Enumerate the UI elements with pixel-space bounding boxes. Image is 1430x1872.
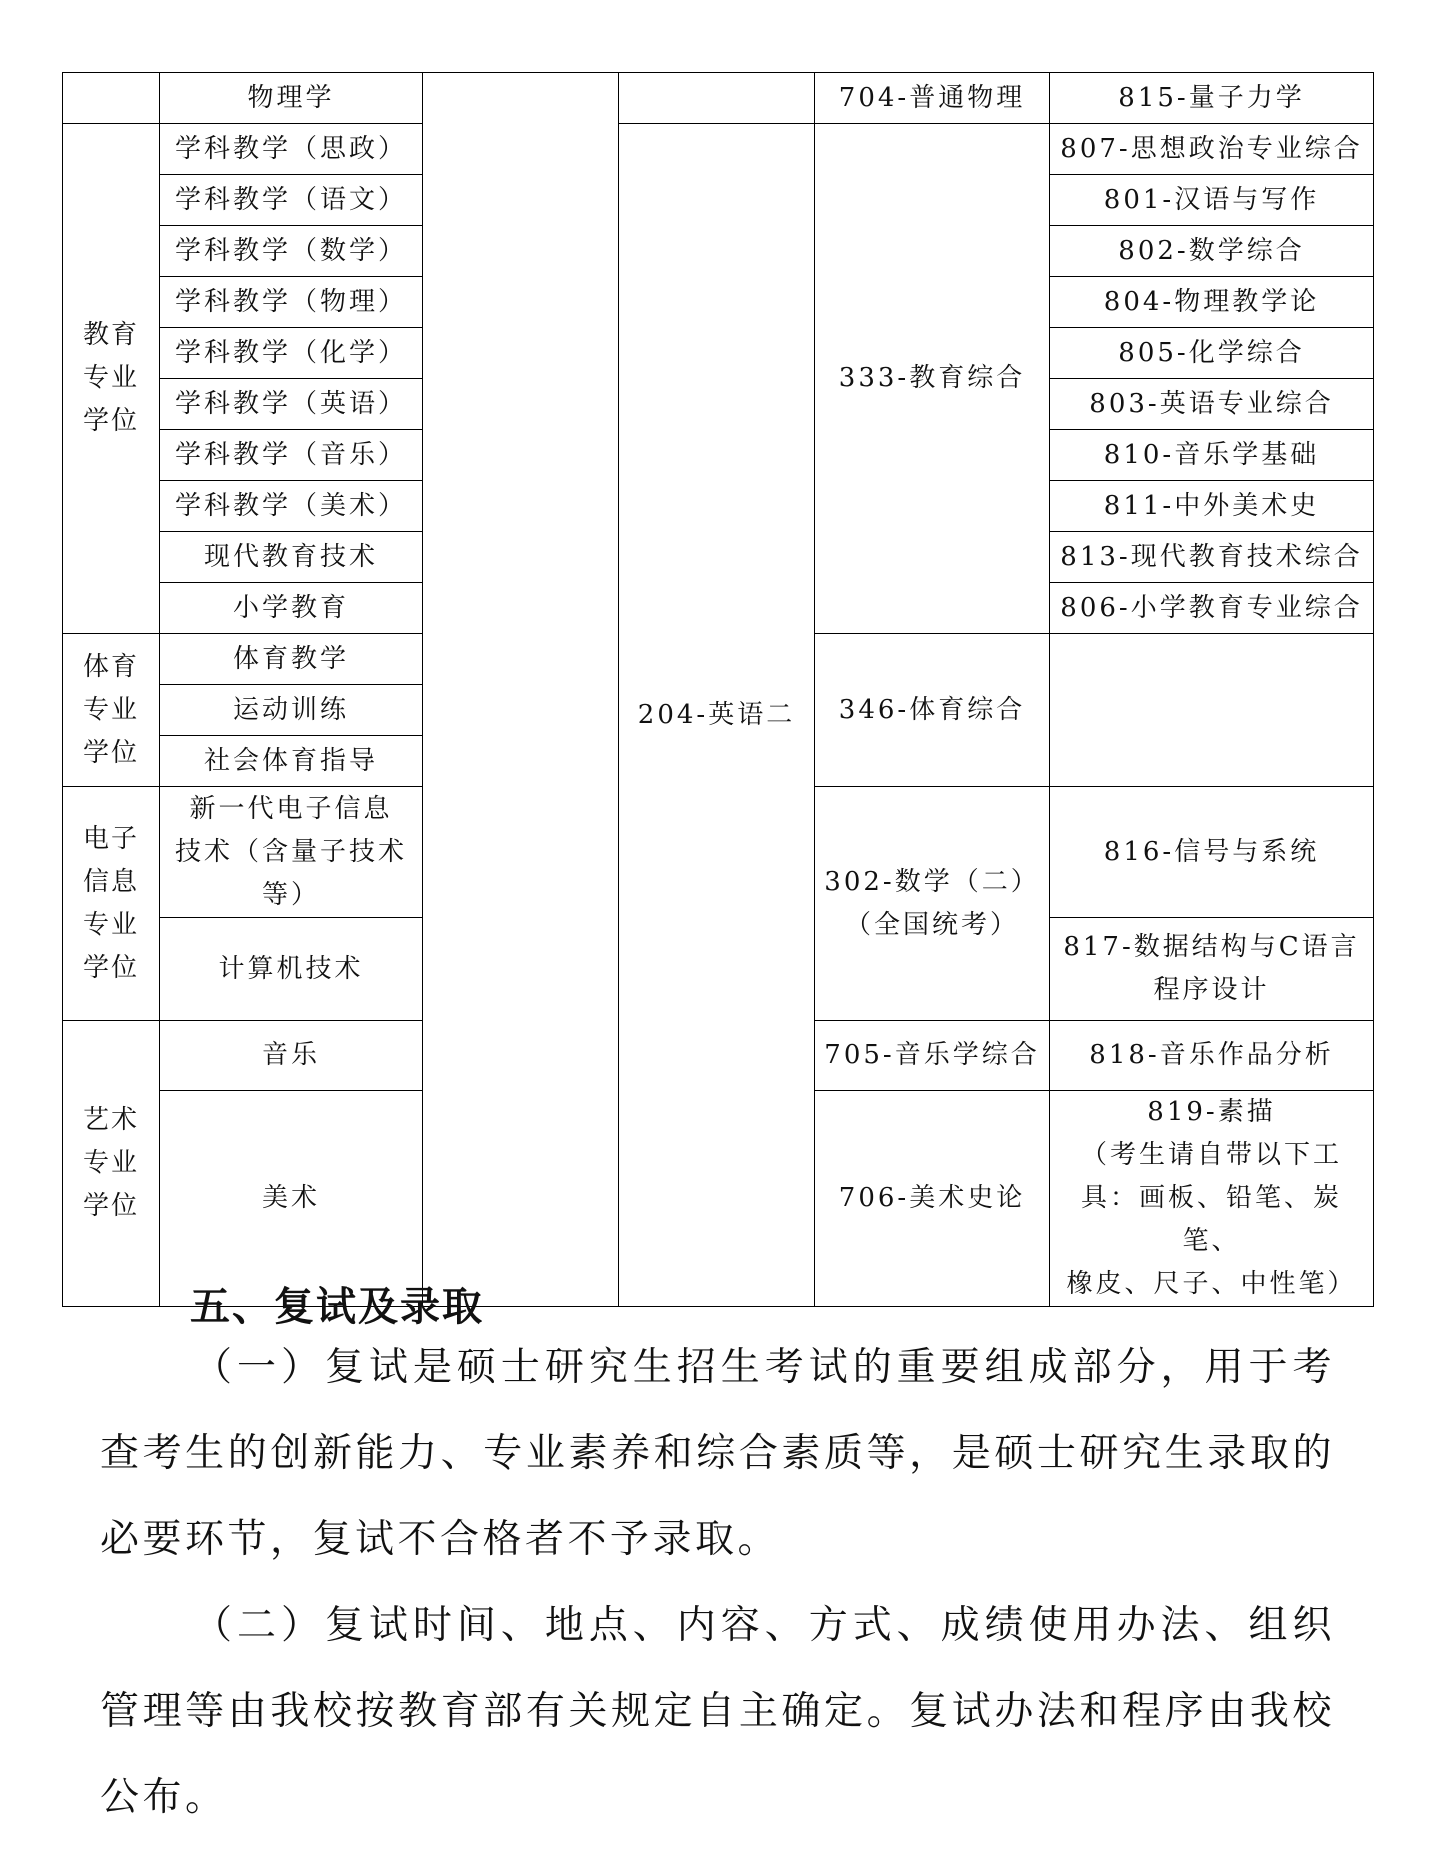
subject-one-cell: 333-教育综合 (815, 124, 1050, 634)
major-cell: 计算机技术 (160, 918, 423, 1021)
subject-two-cell: 807-思想政治专业综合 (1050, 124, 1374, 175)
paragraph: （二）复试时间、地点、内容、方式、成绩使用办法、组织管理等由我校按教育部有关规定自主确定。复试办法和程序由我校公布。 (100, 1603, 1335, 1820)
subject-two-cell: 810-音乐学基础 (1050, 430, 1374, 481)
category-cell: 艺术 专业 学位 (63, 1021, 160, 1307)
subject-two-cell: 802-数学综合 (1050, 226, 1374, 277)
subject-two-cell: 806-小学教育专业综合 (1050, 583, 1374, 634)
major-cell: 社会体育指导 (160, 736, 423, 787)
major-cell: 小学教育 (160, 583, 423, 634)
paragraph: （一）复试是硕士研究生招生考试的重要组成部分，用于考查考生的创新能力、专业素养和综合素质等，是硕士研究生录取的必要环节，复试不合格者不予录取。 (100, 1345, 1335, 1562)
major-cell: 学科教学（思政） (160, 124, 423, 175)
major-cell: 学科教学（语文） (160, 175, 423, 226)
table-row (63, 124, 1374, 175)
major-cell: 学科教学（物理） (160, 277, 423, 328)
section-heading: 五、复试及录取 (190, 1284, 484, 1330)
category-cell: 电子 信息 专业 学位 (63, 787, 160, 1021)
category-cell: 教育 专业 学位 (63, 124, 160, 634)
major-cell: 美术 (160, 1091, 423, 1307)
subject-two-cell: 811-中外美术史 (1050, 481, 1374, 532)
foreign-language-cell: 204-英语二 (619, 124, 815, 1307)
major-cell: 体育教学 (160, 634, 423, 685)
subject-two-cell (1050, 634, 1374, 787)
major-cell: 学科教学（数学） (160, 226, 423, 277)
major-cell: 现代教育技术 (160, 532, 423, 583)
subject-two-cell: 819-素描 （考生请自带以下工 具：画板、铅笔、炭笔、 橡皮、尺子、中性笔） (1050, 1091, 1374, 1307)
table-row (63, 73, 1374, 124)
major-cell: 学科教学（化学） (160, 328, 423, 379)
subject-one-cell: 346-体育综合 (815, 634, 1050, 787)
subject-two-cell: 816-信号与系统 (1050, 787, 1374, 918)
major-cell: 学科教学（英语） (160, 379, 423, 430)
subject-two-cell: 803-英语专业综合 (1050, 379, 1374, 430)
subject-one-cell: 704-普通物理 (815, 73, 1050, 124)
exam-subjects-table (62, 72, 1374, 1307)
subject-two-cell: 805-化学综合 (1050, 328, 1374, 379)
subject-one-cell: 705-音乐学综合 (815, 1021, 1050, 1091)
major-cell: 运动训练 (160, 685, 423, 736)
category-cell (63, 73, 160, 124)
subject-two-cell: 801-汉语与写作 (1050, 175, 1374, 226)
major-cell: 新一代电子信息 技术（含量子技术 等） (160, 787, 423, 918)
foreign-language-cell (619, 73, 815, 124)
subject-two-cell: 817-数据结构与C语言 程序设计 (1050, 918, 1374, 1021)
politics-subject-cell (423, 73, 619, 1307)
subject-one-cell: 706-美术史论 (815, 1091, 1050, 1307)
major-cell: 物理学 (160, 73, 423, 124)
subject-two-cell: 818-音乐作品分析 (1050, 1021, 1374, 1091)
major-cell: 学科教学（美术） (160, 481, 423, 532)
major-cell: 音乐 (160, 1021, 423, 1091)
subject-two-cell: 813-现代教育技术综合 (1050, 532, 1374, 583)
subject-two-cell: 804-物理教学论 (1050, 277, 1374, 328)
subject-two-cell: 815-量子力学 (1050, 73, 1374, 124)
category-cell: 体育 专业 学位 (63, 634, 160, 787)
major-cell: 学科教学（音乐） (160, 430, 423, 481)
subject-one-cell: 302-数学（二） （全国统考） (815, 787, 1050, 1021)
